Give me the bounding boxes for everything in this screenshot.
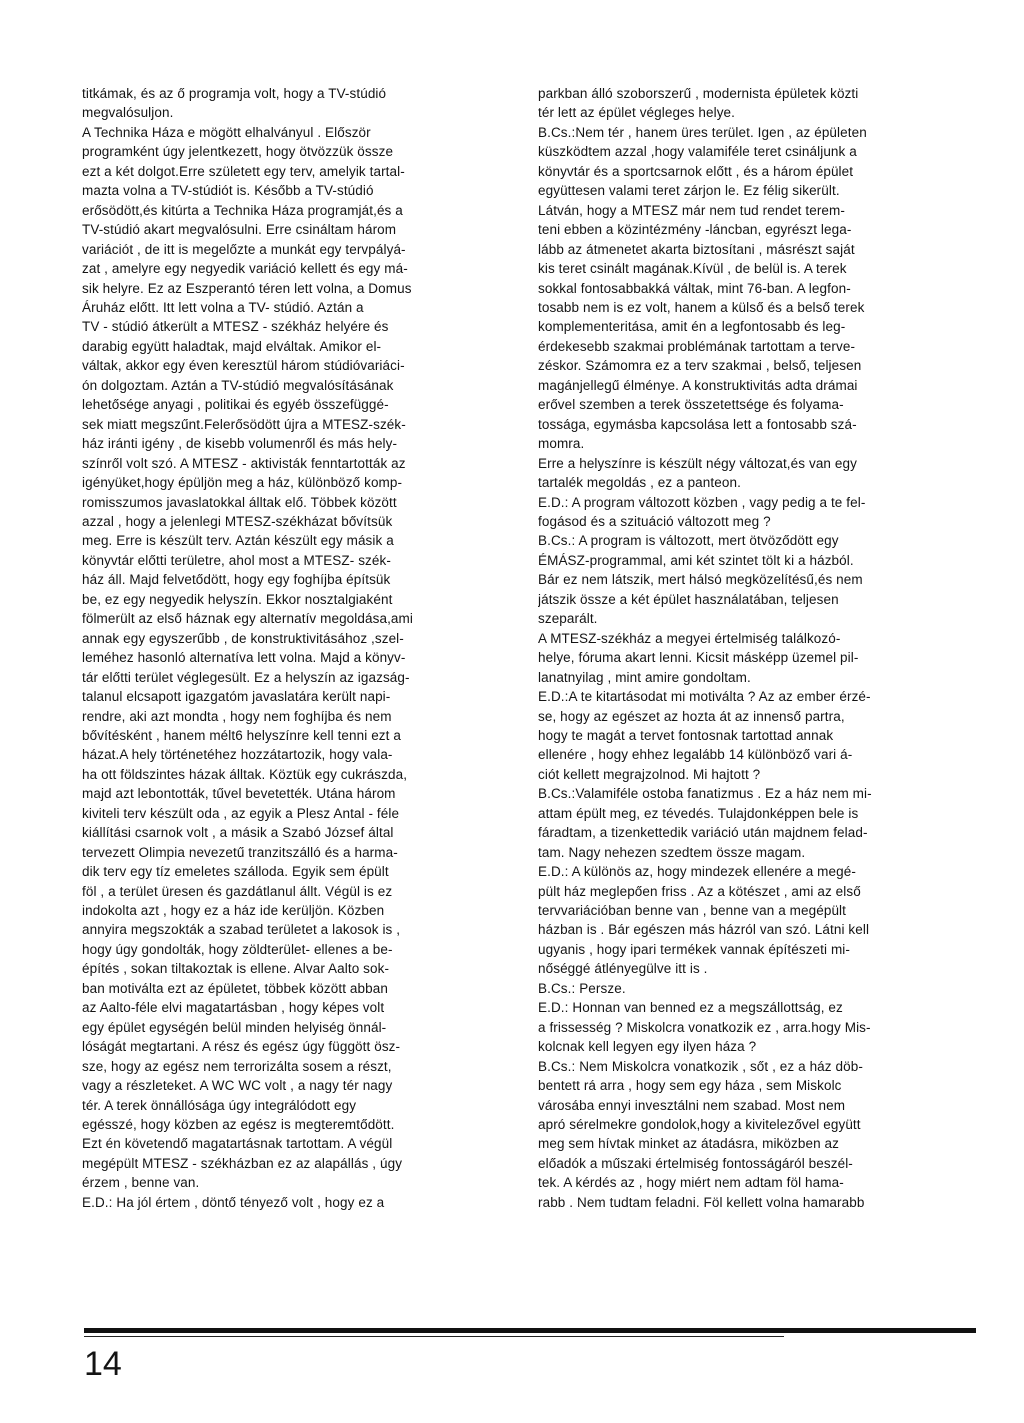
text-line: B.Cs.:Nem tér , hanem üres terület. Igen , az épületen [538,124,867,140]
text-line: sik helyre. Ez az Eszperantó téren lett volna, a Domus [82,280,412,296]
text-line: ház áll. Majd felvetődött, hogy egy foghíjba építsük [82,572,391,588]
footer-rule-thin [84,1336,784,1337]
text-line: tartalék megoldás , ez a panteon. [538,475,741,491]
text-line: kiállítási csarnok volt , a másik a Szabó József által [82,825,394,841]
text-line: városába ennyi invesztálni nem szabad. Most nem [538,1097,846,1113]
text-line: egésszé, hogy közben az egész is megteremtődött. [82,1117,395,1133]
text-line: színről volt szó. A MTESZ - aktivisták fenntartották az [82,455,406,471]
text-line: sze, hogy az egész nem terrorizálta sosem a részt, [82,1058,392,1074]
text-line: megépült MTESZ - székházban ez az alapállás , úgy [82,1155,403,1171]
text-line: tár előtti terület véglegesült. Ez a helyszín az igazság- [82,669,410,685]
text-line: Erre a helyszínre is készült négy változat,és van egy [538,455,857,471]
text-line: sek miatt megszűnt.Felerősödött újra a MTESZ-szék- [82,416,406,432]
text-line: magánjellegű élménye. A konstruktivitás adta drámai [538,377,858,393]
text-line: dik terv egy tíz emeletes szálloda. Egyik sem épült [82,864,389,880]
text-line: Látván, hogy a MTESZ már nem tud rendet terem- [538,202,845,218]
text-line: B.Cs.: Persze. [538,980,626,996]
text-line: érdekesebb szakmai problémának tartottam a terve- [538,338,856,354]
text-line: ezt a két dolgot.Erre született egy terv, amelyik tartal- [82,163,405,179]
text-line: E.D.: Honnan van benned ez a megszállottság, ez [538,1000,843,1016]
text-line: ugyanis , hogy ipari termékek vannak építészeti mi- [538,941,850,957]
text-line: Áruház előtt. Itt lett volna a TV- stúdió. Aztán a [82,299,364,315]
text-line: A MTESZ-székház a megyei értelmiség találkozó- [538,630,841,646]
text-line: igényüket,hogy épüljön meg a ház, különböző komp- [82,475,403,491]
text-line: tér lett az épület végleges helye. [538,105,736,121]
text-line: darabig együtt haladtak, majd elváltak. Amikor el- [82,338,382,354]
text-line: apró sérelmekre gondolok,hogy a kivitelezővel együtt [538,1117,861,1133]
text-line: tervvariációban benne van , benne van a megépült [538,903,847,919]
text-line: romisszumos javaslatokkal álltak elő. Többek között [82,494,397,510]
text-line: tek. A kérdés az , hogy miért nem adtam föl hama- [538,1175,844,1191]
text-line: könyvtár és a sportcsarnok előtt , és a három épület [538,163,854,179]
text-line: titkámak, és az ő programja volt, hogy a TV-stúdió [82,86,387,101]
text-line: egy épület egységén belül minden helyiség önnál- [82,1019,387,1035]
text-line: építés , sokan tiltakoztak is ellene. Alvar Aalto sok- [82,961,390,977]
text-line: házban is . Bár egészen más házról van szó. Látni kell [538,922,870,938]
text-line: annak egy egyszerűbb , de konstruktivitásához ,szel- [82,630,404,646]
text-line: talanul elcsapott igazgatóm javaslatára került napi- [82,689,391,705]
text-line: váltak, akkor egy éven keresztül három stúdióvariáci- [82,358,405,374]
text-line: ÉMÁSZ-programmal, ami két szintet tölt ki a házból. [538,552,854,568]
text-line: ciót kellett megrajzolnod. Mi hajtott ? [538,766,761,782]
text-line: B.Cs.:Valamiféle ostoba fanatizmus . Ez a ház nem mi- [538,786,872,802]
text-line: programként úgy jelentkezett, hogy ötvözzük össze [82,144,394,160]
text-line: se, hogy az egészet az hozta át az innenső partra, [538,708,845,724]
text-line: be, ez egy negyedik helyszín. Ekkor nosztalgiaként [82,591,393,607]
text-line: A Technika Háza e mögött elhalványul . Először [82,124,371,140]
text-line: lehetősége anyagi , politikai és egyéb összefüggé- [82,397,389,413]
footer-rule [84,1328,976,1333]
text-line: lóságát megtartani. A rész és egész úgy függött ösz- [82,1039,401,1055]
text-line: erővel szemben a terek összetettsége és folyama- [538,397,844,413]
text-line: hogy úgy gondolták, hogy zöldterület- ellenes a be- [82,941,393,957]
right-text-column [538,84,978,1212]
text-line: megvalósuljon. [82,105,174,121]
text-line: lanatnyilag , mint amire gondoltam. [538,669,751,685]
text-line: TV - stúdió átkerült a MTESZ - székház helyére és [82,319,389,335]
text-line: tam. Nagy nehezen szedtem össze magam. [538,844,806,860]
text-line: az Aalto-féle elvi magatartásban , hogy képes volt [82,1000,385,1016]
text-line: rendre, aki azt mondta , hogy nem foghíjba és nem [82,708,392,724]
text-line: erősödött,és kitúrta a Technika Háza programját,és a [82,202,403,218]
text-line: nőséggé átlényegülve itt is . [538,961,708,977]
text-line: mazta volna a TV-stúdiót is. Később a TV-stúdió [82,183,374,199]
text-line: Ezt én követendő magatartásnak tartottam. A végül [82,1136,393,1152]
text-line: momra. [538,436,585,452]
text-line: teni ebben a közintézmény -láncban, egyrészt lega- [538,222,852,238]
text-line: házat.A hely történetéhez hozzátartozik, hogy vala- [82,747,393,763]
text-line: játszik össze a két épület használatában, teljesen [538,591,839,607]
text-line: kolcnak kell legyen egy ilyen háza ? [538,1039,757,1055]
text-line: együttesen valami teret zárjon le. Ez félig sikerült. [538,183,840,199]
text-line: ház iránti igény , de kisebb volumenről és más hely- [82,436,398,452]
text-line: könyvtár előtti területre, ahol most a MTESZ- szék- [82,552,391,568]
text-line: fogásod és a szituáció változott meg ? [538,513,771,529]
text-line: leméhez hasonló alternatíva lett volna. Majd a könyv- [82,650,406,666]
text-line: kis teret csinált magának.Kívül , de belül is. A terek [538,261,847,277]
text-line: a frissesség ? Miskolcra vonatkozik ez , arra.hogy Mis- [538,1019,871,1035]
text-line: E.D.: A program változott közben , vagy pedig a te fel- [538,494,866,510]
text-line: ha ott földszintes házak álltak. Köztük egy cukrászda, [82,766,408,782]
page-number: 14 [84,1345,122,1383]
text-line: variációt , de itt is megelőzte a munkát egy tervpályá- [82,241,406,257]
text-line: ban motiválta ezt az épületet, többek között abban [82,980,388,996]
text-line: helye, fóruma akart lenni. Kicsit másképp üzemel pil- [538,650,859,666]
text-line: B.Cs.: A program is változott, mert ötvöződött egy [538,533,839,549]
text-line: föl , a terület üresen és gazdátlanul állt. Végül is ez [82,883,393,899]
text-line: tér. A terek önnállósága úgy integrálódott egy [82,1097,357,1113]
text-line: érzem , benne van. [82,1175,200,1191]
left-text-column [82,84,512,1212]
text-line: annyira megszokták a szabad területet a lakosok is , [82,922,401,938]
text-line: komplementeritása, amit én a legfontosabb és leg- [538,319,846,335]
text-line: E.D.: A különös az, hogy mindezek ellenére a megé- [538,864,856,880]
text-line: majd azt lebontották, tűvel bevetették. Utána három [82,786,396,802]
text-line: előadók a műszaki értelmiség fontosságáról beszél- [538,1155,853,1171]
text-line: E.D.:A te kitartásodat mi motiválta ? Az az ember érzé- [538,689,871,705]
text-line: Bár ez nem látszik, mert hálsó megközelítésű,és nem [538,572,863,588]
text-line: indokolta azt , hogy ez a ház ide kerüljön. Közben [82,903,385,919]
text-line: parkban álló szoborszerű , modernista épületek közti [538,86,859,101]
text-line: vagy a részleteket. A WC WC volt , a nagy tér nagy [82,1078,393,1094]
text-line: meg. Erre is készült terv. Aztán készült egy másik a [82,533,394,549]
text-line: bővítésként , hanem mélt6 helyszínre kell tenni ezt a [82,727,401,743]
text-line: tervezett Olimpia nevezetű tranzitszálló és a harma- [82,844,398,860]
text-line: hogy te magát a tervet fontosnak tartottad annak [538,727,834,743]
text-line: bentett rá arra , hogy sem egy háza , sem Miskolc [538,1078,842,1094]
text-line: zat , amelyre egy negyedik variáció kellett és egy má- [82,261,408,277]
text-line: azzal , hogy a jelenlegi MTESZ-székházat bővítsük [82,513,393,529]
text-line: szeparált. [538,611,598,627]
text-line: ellenére , hogy ehhez legalább 14 különböző vari á- [538,747,853,763]
text-line: fölmerült az első háznak egy alternatív megoldása,ami [82,611,413,627]
text-line: rabb . Nem tudtam feladni. Föl kellett volna hamarabb [538,1194,865,1210]
text-line: B.Cs.: Nem Miskolcra vonatkozik , sőt , ez a ház döb- [538,1058,863,1074]
text-line: kiviteli terv készült oda , az egyik a Plesz Antal - féle [82,805,400,821]
text-line: attam épült meg, ez tévedés. Tulajdonképpen bele is [538,805,859,821]
text-line: tossága, egymásba kapcsolása lett a fontosabb szá- [538,416,857,432]
text-line: TV-stúdió akart megvalósulni. Erre csináltam három [82,222,397,238]
text-line: meg sem hívtak minket az átadásra, miközben az [538,1136,839,1152]
text-line: fáradtam, a tizenkettedik variáció után majdnem felad- [538,825,868,841]
text-line: sokkal fontosabbakká váltak, mint 76-ban. A legfon- [538,280,851,296]
text-line: E.D.: Ha jól értem , döntő tényező volt , hogy ez a [82,1194,385,1210]
text-line: tosabb nem is ez volt, hanem a külső és a belső terek [538,299,865,315]
text-line: küszködtem azzal ,hogy valamiféle teret csináljunk a [538,144,857,160]
text-line: ón dolgoztam. Aztán a TV-stúdió megvalósításának [82,377,394,393]
text-line: pült ház meglepően friss . Az a kötészet , ami az első [538,883,861,899]
text-line: zéskor. Számomra ez a terv szakmai , belső, teljesen [538,358,862,374]
text-line: lább az átmenetet akarta biztosítani , másrészt saját [538,241,855,257]
